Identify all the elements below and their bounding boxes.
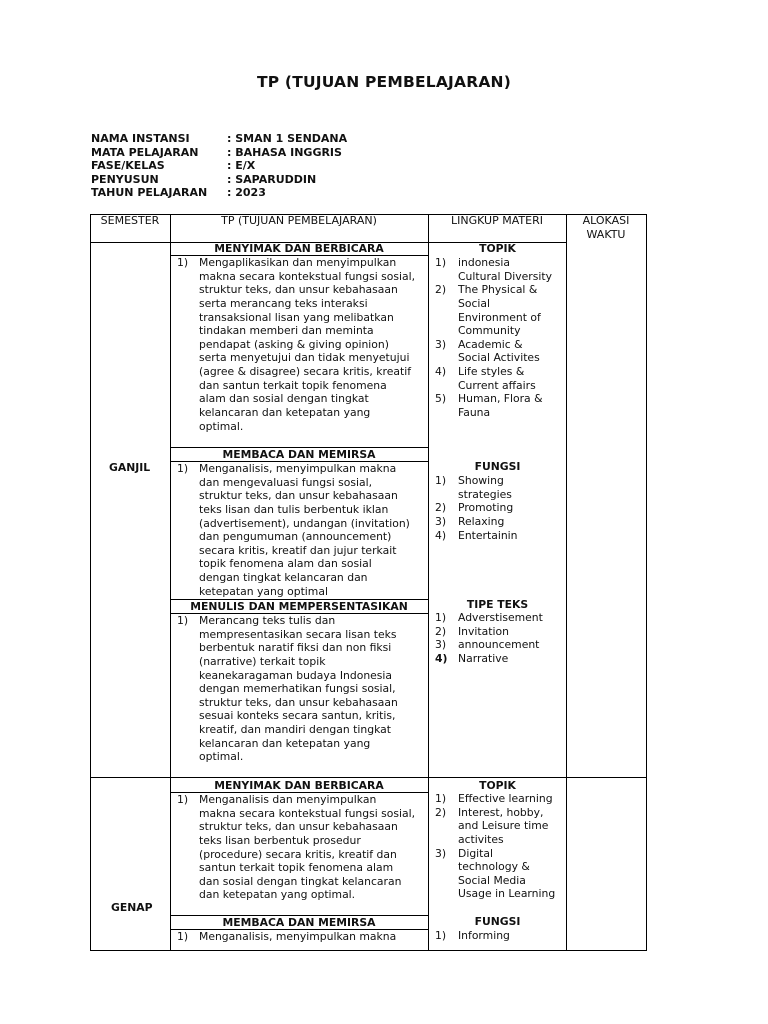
meta-value: : 2023 bbox=[227, 186, 266, 200]
text-line: alam dan sosial dengan tingkat bbox=[199, 392, 369, 406]
text-line: Current affairs bbox=[458, 378, 536, 392]
text-line: Menganalisis, menyimpulkan makna bbox=[199, 930, 397, 943]
materi-list-topik bbox=[435, 256, 563, 420]
semester-genap: GENAP bbox=[111, 901, 153, 914]
list-item bbox=[435, 652, 563, 666]
meta-value: : E/X bbox=[227, 159, 256, 173]
meta-row-fase bbox=[91, 159, 347, 173]
list-item bbox=[435, 338, 563, 365]
text-line: strategies bbox=[458, 487, 512, 501]
text-line: teks lisan berbentuk prosedur bbox=[199, 833, 361, 847]
text-line: Community bbox=[458, 324, 521, 338]
text-line: struktur teks, dan unsur kebahasaan bbox=[199, 695, 398, 709]
text-line: dan sosial dengan tingkat kelancaran bbox=[199, 874, 402, 888]
text-line: dan santun terkait topik fenomena bbox=[199, 378, 387, 392]
materi-head-fungsi: FUNGSI bbox=[474, 460, 521, 473]
text-line: Effective learning bbox=[458, 792, 553, 805]
list-item bbox=[435, 625, 563, 639]
meta-value: : SMAN 1 SENDANA bbox=[227, 132, 348, 145]
col-divider-3 bbox=[566, 214, 567, 951]
text-line: topik fenomena alam dan sosial bbox=[199, 557, 372, 571]
text-line: makna secara kontekstual fungsi sosial, bbox=[199, 269, 416, 283]
text-line: dengan tingkat kelancaran dan bbox=[199, 571, 368, 584]
section-title-menyimak: MENYIMAK DAN BERBICARA bbox=[214, 779, 384, 792]
text-line: struktur teks, dan unsur kebahasaan bbox=[199, 820, 398, 834]
item-number: 3) bbox=[435, 514, 447, 528]
meta-key: FASE/KELAS bbox=[91, 159, 165, 173]
section-title-menyimak: MENYIMAK DAN BERBICARA bbox=[214, 242, 384, 255]
text-line: Life styles & bbox=[458, 365, 525, 378]
list-item bbox=[435, 283, 563, 338]
text-line: Narrative bbox=[458, 651, 509, 665]
text-line: Menganalisis, menyimpulkan makna bbox=[199, 462, 397, 475]
item-number: 1) bbox=[435, 256, 447, 269]
list-item bbox=[435, 365, 563, 392]
header-alokasi-line: ALOKASI bbox=[582, 214, 630, 227]
materi-head-topik: TOPIK bbox=[479, 779, 516, 792]
materi-list-fungsi bbox=[435, 474, 563, 542]
meta-row-mapel bbox=[91, 146, 347, 160]
text-line: Invitation bbox=[458, 624, 509, 638]
meta-key: TAHUN PELAJARAN bbox=[91, 186, 208, 200]
text-line: kreatif, dan mandiri dengan tingkat bbox=[199, 723, 391, 736]
meta-key: PENYUSUN bbox=[91, 172, 159, 186]
list-item bbox=[435, 474, 563, 501]
materi-head-tipe: TIPE TEKS bbox=[466, 598, 529, 611]
materi-list-tipe bbox=[435, 611, 563, 666]
list-item bbox=[435, 638, 563, 652]
item-number: 5) bbox=[435, 392, 447, 406]
text-line: Social Media bbox=[458, 873, 526, 887]
text-line: Cultural Diversity bbox=[458, 269, 552, 283]
materi-list-fungsi bbox=[435, 929, 563, 943]
text-line: Environment of bbox=[458, 310, 541, 324]
text-line: activites bbox=[458, 832, 504, 846]
item-number: 1) bbox=[177, 256, 189, 269]
table-border-bottom bbox=[90, 950, 647, 951]
text-line: (narrative) terkait topik bbox=[199, 654, 326, 668]
item-number: 2) bbox=[435, 283, 447, 297]
list-item bbox=[435, 792, 563, 806]
text-line: Interest, hobby, bbox=[458, 805, 544, 819]
text-line: optimal. bbox=[199, 419, 244, 433]
item-number: 3) bbox=[435, 337, 447, 351]
text-line: ketepatan yang optimal bbox=[199, 584, 328, 598]
text-line: pendapat (asking & giving opinion) bbox=[199, 337, 389, 351]
item-number: 1) bbox=[435, 792, 447, 805]
item-number: 4) bbox=[435, 651, 448, 665]
list-item bbox=[435, 501, 563, 515]
semester-ganjil: GANJIL bbox=[109, 461, 151, 474]
col-divider-1 bbox=[170, 214, 171, 951]
item-text bbox=[199, 614, 398, 764]
item-number: 1) bbox=[435, 474, 447, 487]
text-line: serta menyetujui dan tidak menyetujui bbox=[199, 351, 410, 365]
text-line: Adverstisement bbox=[458, 611, 543, 624]
list-item bbox=[435, 847, 563, 902]
section-title-membaca: MEMBACA DAN MEMIRSA bbox=[222, 916, 376, 929]
text-line: tindakan memberi dan meminta bbox=[199, 324, 374, 338]
page-title: TP (TUJUAN PEMBELAJARAN) bbox=[256, 73, 511, 91]
header-alokasi-line: WAKTU bbox=[586, 227, 626, 241]
item-number: 4) bbox=[435, 365, 447, 378]
item-number: 1) bbox=[435, 929, 447, 942]
text-line: The Physical & bbox=[458, 283, 538, 297]
text-line: Digital bbox=[458, 846, 494, 860]
text-line: berbentuk naratif fiksi dan non fiksi bbox=[199, 641, 392, 655]
text-line: Social Activites bbox=[458, 351, 540, 365]
text-line: (agree & disagree) secara kritis, kreatif bbox=[199, 365, 411, 378]
item-text bbox=[199, 793, 415, 902]
meta-row-tahun bbox=[91, 186, 347, 200]
text-line: secara kritis, kreatif dan jujur terkait bbox=[199, 543, 397, 557]
text-line: Showing bbox=[458, 474, 504, 487]
item-number: 4) bbox=[435, 528, 447, 542]
meta-key: MATA PELAJARAN bbox=[91, 145, 199, 159]
text-line: santun terkait topik fenomena alam bbox=[199, 861, 394, 875]
text-line: dan pengumuman (announcement) bbox=[199, 530, 392, 544]
meta-value: : BAHASA INGGRIS bbox=[227, 145, 342, 159]
text-line: indonesia bbox=[458, 256, 511, 269]
text-line: struktur teks, dan unsur kebahasaan bbox=[199, 283, 398, 297]
item-number: 1) bbox=[177, 462, 189, 475]
text-line: teks lisan dan tulis berbentuk iklan bbox=[199, 502, 389, 516]
section-title-menulis: MENULIS DAN MEMPERSENTASIKAN bbox=[190, 600, 408, 613]
text-line: Academic & bbox=[458, 337, 523, 351]
materi-list-topik bbox=[435, 792, 563, 901]
text-line: (advertisement), undangan (invitation) bbox=[199, 516, 410, 530]
text-line: Relaxing bbox=[458, 514, 505, 528]
text-line: transaksional lisan yang melibatkan bbox=[199, 310, 394, 324]
table-border-right bbox=[646, 214, 647, 951]
list-item bbox=[435, 611, 563, 625]
materi-head-topik: TOPIK bbox=[479, 242, 516, 255]
list-item bbox=[435, 256, 563, 283]
list-item bbox=[435, 806, 563, 847]
text-line: dengan memerhatikan fungsi sosial, bbox=[199, 682, 396, 696]
header-materi: LINGKUP MATERI bbox=[451, 214, 543, 227]
text-line: Mengaplikasikan dan menyimpulkan bbox=[199, 256, 397, 269]
text-line: Entertainin bbox=[458, 528, 518, 542]
list-item bbox=[435, 529, 563, 543]
text-line: announcement bbox=[458, 638, 540, 652]
item-text bbox=[199, 462, 410, 598]
text-line: kelancaran dan ketepatan yang bbox=[199, 405, 371, 419]
text-line: and Leisure time bbox=[458, 819, 549, 833]
list-item bbox=[435, 392, 563, 419]
list-item bbox=[435, 515, 563, 529]
item-text bbox=[199, 930, 396, 944]
text-line: sesuai konteks secara santun, kritis, bbox=[199, 709, 396, 723]
item-text bbox=[199, 256, 415, 433]
text-line: optimal. bbox=[199, 750, 244, 764]
meta-value: : SAPARUDDIN bbox=[227, 172, 317, 186]
text-line: Fauna bbox=[458, 405, 491, 419]
text-line: Informing bbox=[458, 929, 510, 942]
item-number: 2) bbox=[435, 624, 447, 638]
section-title-membaca: MEMBACA DAN MEMIRSA bbox=[222, 448, 376, 461]
text-line: dan mengevaluasi fungsi sosial, bbox=[199, 475, 373, 489]
item-number: 3) bbox=[435, 638, 447, 652]
text-line: Social bbox=[458, 296, 491, 310]
meta-row-instansi bbox=[91, 132, 347, 146]
item-number: 1) bbox=[177, 793, 189, 806]
col-divider-2 bbox=[428, 214, 429, 951]
header-semester: SEMESTER bbox=[100, 214, 160, 227]
item-number: 2) bbox=[435, 501, 447, 515]
text-line: Usage in Learning bbox=[458, 887, 556, 901]
meta-row-penyusun bbox=[91, 173, 347, 187]
item-number: 2) bbox=[435, 805, 447, 819]
meta-key: NAMA INSTANSI bbox=[91, 132, 190, 145]
item-number: 1) bbox=[177, 930, 189, 943]
text-line: (procedure) secara kritis, kreatif dan bbox=[199, 847, 397, 861]
list-item bbox=[435, 929, 563, 943]
item-number: 1) bbox=[435, 611, 447, 624]
text-line: technology & bbox=[458, 860, 530, 874]
text-line: Menganalisis dan menyimpulkan bbox=[199, 793, 377, 806]
semester-divider bbox=[90, 777, 647, 778]
text-line: kelancaran dan ketepatan yang bbox=[199, 736, 371, 750]
text-line: struktur teks, dan unsur kebahasaan bbox=[199, 489, 398, 503]
text-line: serta merancang teks interaksi bbox=[199, 296, 368, 310]
text-line: keanekaragaman budaya Indonesia bbox=[199, 668, 393, 682]
text-line: dan ketepatan yang optimal. bbox=[199, 888, 356, 902]
table-border-left bbox=[90, 214, 91, 951]
text-line: Merancang teks tulis dan bbox=[199, 614, 336, 627]
text-line: makna secara kontekstual fungsi sosial, bbox=[199, 806, 416, 820]
materi-head-fungsi: FUNGSI bbox=[474, 915, 521, 928]
item-number: 3) bbox=[435, 846, 447, 860]
header-alokasi bbox=[566, 214, 646, 241]
text-line: Human, Flora & bbox=[458, 392, 543, 406]
text-line: mempresentasikan secara lisan teks bbox=[199, 627, 397, 641]
document-meta bbox=[91, 132, 347, 200]
header-tp: TP (TUJUAN PEMBELAJARAN) bbox=[221, 214, 377, 227]
item-number: 1) bbox=[177, 614, 189, 627]
text-line: Promoting bbox=[458, 501, 514, 515]
